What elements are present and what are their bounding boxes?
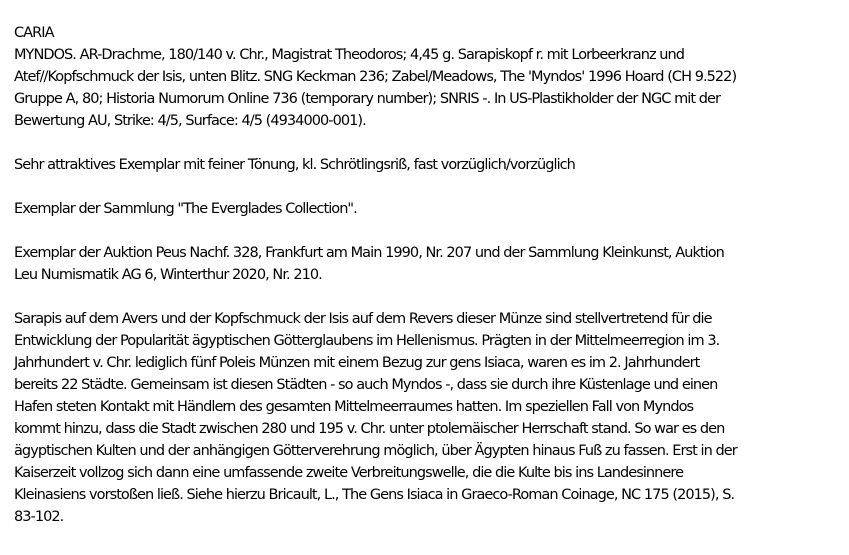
commentary-line: Hafen steten Kontakt mit Händlern des gesamten Mittelmeerraumes hatten. Im speziellen Fall von Myndos xyxy=(14,399,694,415)
commentary-line: kommt hinzu, dass die Stadt zwischen 280 und 195 v. Chr. unter ptolemäischer Herrschaft stand. So war es den xyxy=(14,421,725,437)
provenance-line: Exemplar der Auktion Peus Nachf. 328, Frankfurt am Main 1990, Nr. 207 und der Sammlung Kleinkunst, Auktion xyxy=(14,245,724,261)
condition-paragraph xyxy=(14,154,842,176)
coin-description-line: Bewertung AU, Strike: 4/5, Surface: 4/5 (4934000-001). xyxy=(14,113,366,129)
commentary-line: Sarapis auf dem Avers und der Kopfschmuck der Isis auf dem Revers dieser Münze sind stellvertretend für die xyxy=(14,311,712,327)
commentary-line: Entwicklung der Popularität ägyptischen Götterglaubens im Hellenismus. Prägten in der Mittelmeerregion im 3. xyxy=(14,333,720,349)
commentary-line: 83-102. xyxy=(14,509,64,525)
commentary-line: bereits 22 Städte. Gemeinsam ist diesen Städten - so auch Myndos -, dass sie durch ihre Küstenlage und einen xyxy=(14,377,718,393)
collection-text: Exemplar der Sammlung "The Everglades Collection". xyxy=(14,201,357,217)
region-heading: CARIA xyxy=(14,25,54,41)
coin-description-line: MYNDOS. AR-Drachme, 180/140 v. Chr., Magistrat Theodoros; 4,45 g. Sarapiskopf r. mit Lorbeerkranz und xyxy=(14,47,685,63)
coin-description-line: Gruppe A, 80; Historia Numorum Online 736 (temporary number); SNRIS -. In US-Plastikholder der NGC mit der xyxy=(14,91,720,107)
commentary-line: Kaiserzeit vollzog sich dann eine umfassende zweite Verbreitungswelle, die die Kulte bis ins Landesinnere xyxy=(14,465,684,481)
collection-paragraph xyxy=(14,198,842,220)
coin-description-line: Atef//Kopfschmuck der Isis, unten Blitz. SNG Keckman 236; Zabel/Meadows, The 'Myndos' 1996 Hoard (CH 9.522) xyxy=(14,69,737,85)
commentary-line: Kleinasiens vorstoßen ließ. Siehe hierzu Bricault, L., The Gens Isiaca in Graeco-Roman Coinage, NC 175 (2015), S. xyxy=(14,487,735,503)
provenance-line: Leu Numismatik AG 6, Winterthur 2020, Nr. 210. xyxy=(14,267,322,283)
region-heading-block xyxy=(14,22,842,44)
coin-description-paragraph xyxy=(14,44,842,132)
condition-text: Sehr attraktives Exemplar mit feiner Tönung, kl. Schrötlingsriß, fast vorzüglich/vorzüglich xyxy=(14,157,575,173)
commentary-line: Jahrhundert v. Chr. lediglich fünf Poleis Münzen mit einem Bezug zur gens Isiaca, waren es im 2. Jahrhundert xyxy=(14,355,700,371)
commentary-line: ägyptischen Kulten und der anhängigen Götterverehrung möglich, über Ägypten hinaus Fuß zu fassen. Erst in der xyxy=(14,443,737,459)
commentary-paragraph xyxy=(14,308,842,528)
lot-description-document xyxy=(14,22,842,528)
provenance-paragraph xyxy=(14,242,842,286)
